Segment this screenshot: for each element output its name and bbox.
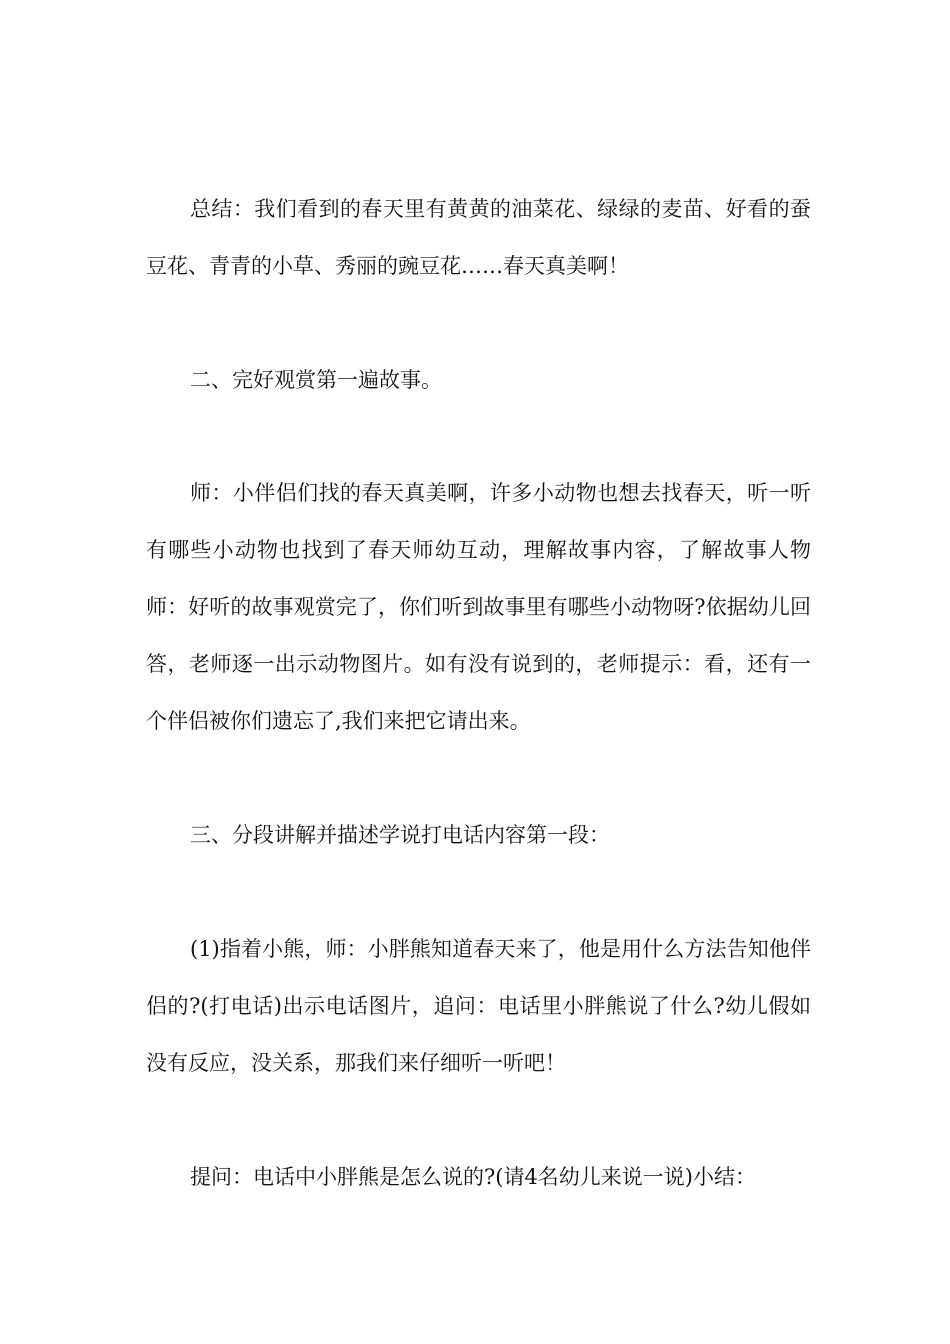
paragraph-teacher-intro: 师：小伴侣们找的春天真美啊，许多小动物也想去找春天，听一听有哪些小动物也找到了春天师幼互动，理解故事内容，了解故事人物师：好听的故事观赏完了，你们听到故事里有哪些小动物呀?依据幼儿回答，老师逐一出示动物图片。如有没有说到的，老师提示：看，还有一个伴侣被你们遗忘了,我们来把它请出来。 (146, 481, 811, 733)
section-heading-two: 二、完好观赏第一遍故事。 (190, 368, 442, 392)
paragraph-question: 提问：电话中小胖熊是怎么说的?(请4名幼儿来说一说)小结： (190, 1165, 757, 1189)
paragraph-bear-phone: (1)指着小熊，师：小胖熊知道春天来了，他是用什么方法告知他伴侣的?(打电话)出示电话图片，追问：电话里小胖熊说了什么?幼儿假如没有反应，没关系，那我们来仔细听一听吧！ (146, 937, 811, 1075)
paragraph-summary: 总结：我们看到的春天里有黄黄的油菜花、绿绿的麦苗、好看的蚕豆花、青青的小草、秀丽的豌豆花……春天真美啊！ (146, 197, 811, 278)
section-heading-three: 三、分段讲解并描述学说打电话内容第一段： (190, 823, 610, 847)
